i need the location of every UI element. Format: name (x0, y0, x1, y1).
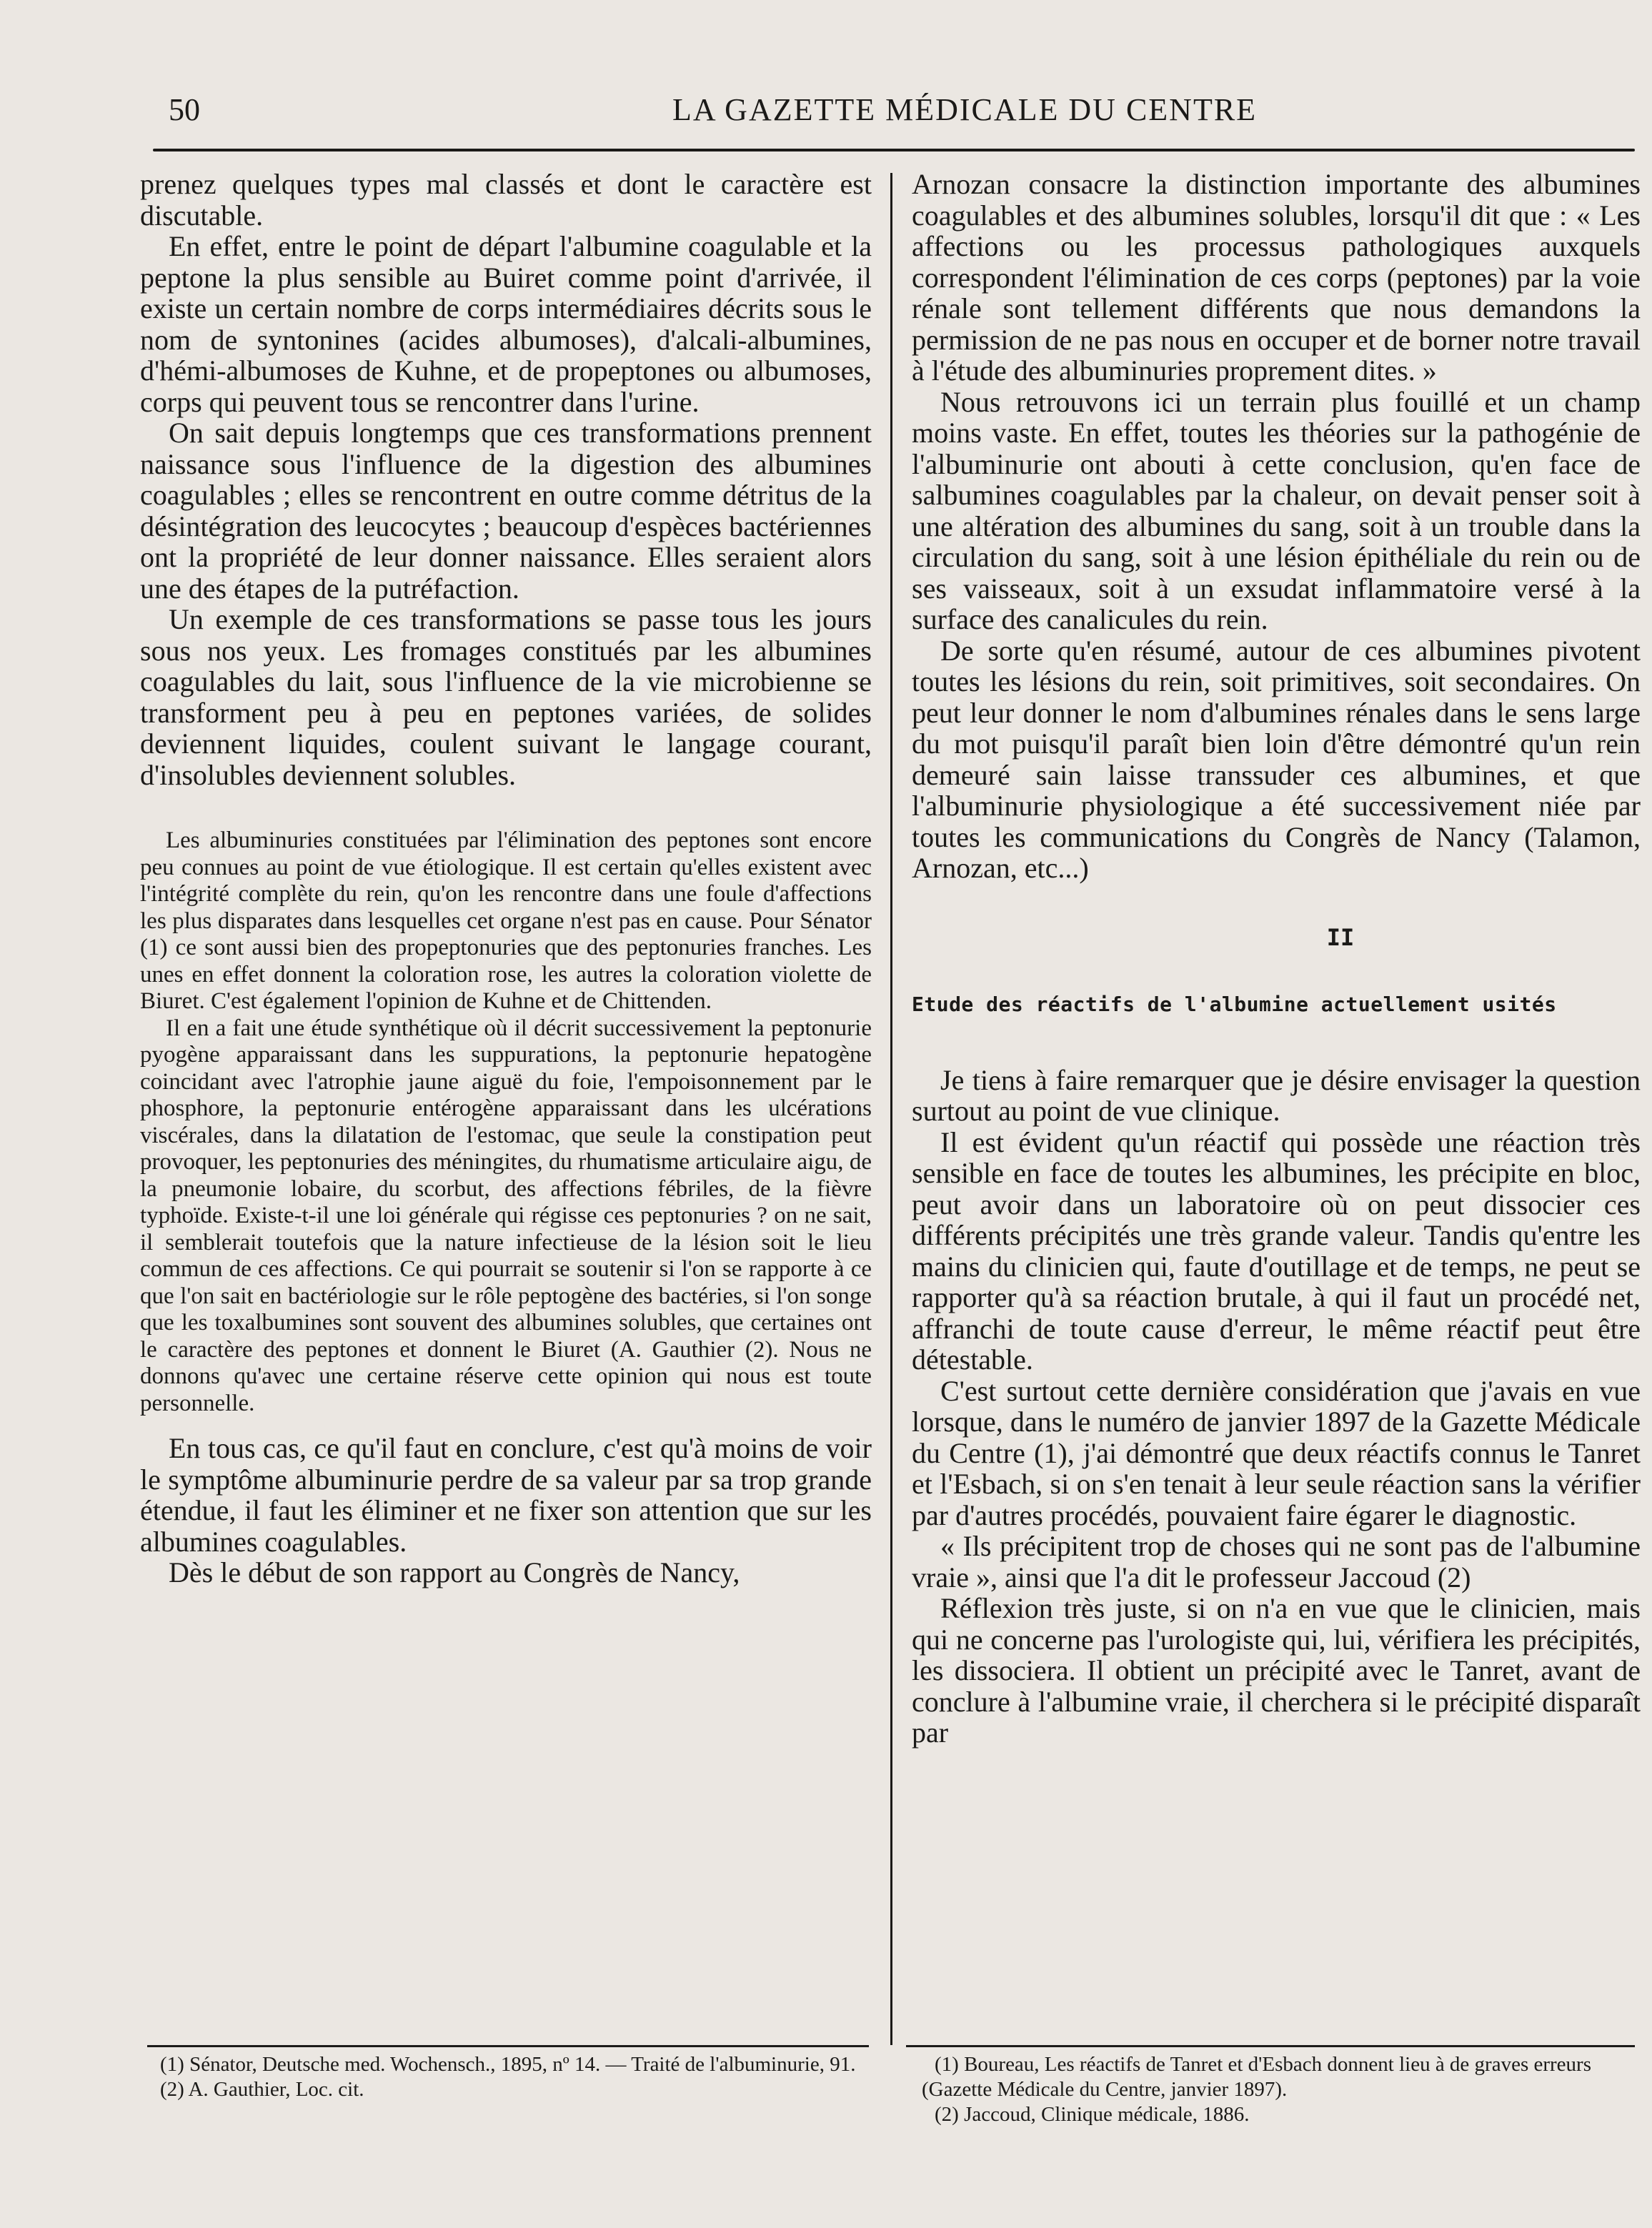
right-paragraph-8: Réflexion très juste, si on n'a en vue que le clinicien, mais qui ne concerne pas l'urologiste qui, lui, vérifiera les précipités, les dissociera. Il obtient un précipité avec le Tanret, avant de conclure à l'albumine vraie, il cherchera si le précipité disparaît par (912, 1592, 1641, 1749)
page-header (0, 84, 1652, 134)
left-paragraph-3: On sait depuis longtemps que ces transformations prennent naissance sous l'influence de la digestion des albumines coagulables ; elles se rencontrent en outre comme détritus de la désintégration des leucocytes ; beaucoup d'espèces bactériennes ont la propriété de leur donner naissance. Elles seraient alors une des étapes de la putréfaction. (140, 417, 872, 605)
right-paragraph-7: « Ils précipitent trop de choses qui ne sont pas de l'albumine vraie », ainsi que l'a dit le professeur Jaccoud (2) (912, 1530, 1641, 1593)
right-paragraph-1: Arnozan consacre la distinction importante des albumines coagulables et des albumines solubles, lorsqu'il dit que : « Les affections ou les processus pathologiques auxquels correspondent l'élimination de ces corps (peptones) par la voie rénale sont tellement différents que nous demandons la permission de ne pas nous en occuper et de borner notre travail à l'étude des albuminuries proprement dites. » (912, 168, 1641, 387)
column-divider (890, 173, 892, 2045)
footnotes-right (922, 2052, 1639, 2127)
right-paragraph-3: De sorte qu'en résumé, autour de ces albumines pivotent toutes les lésions du rein, soit primitives, soit secondaires. On peut leur donner le nom d'albumines rénales dans le sens large du mot puisqu'il paraît bien loin d'être démontré qu'un rein demeuré sain laisse transsuder ces albumines, et que l'albuminurie physiologique a été successivement niée par toutes les communications du Congrès de Nancy (Talamon, Arnozan, etc...) (912, 634, 1641, 884)
footnote-right-1: (1) Boureau, Les réactifs de Tanret et d'Esbach donnent lieu à de graves erreurs (Gazette Médicale du Centre, janvier 1897). (922, 2053, 1591, 2101)
header-rule (153, 149, 1635, 151)
right-paragraph-4: Je tiens à faire remarquer que je désire envisager la question surtout au point de vue clinique. (912, 1063, 1641, 1127)
footnote-right-2: (2) Jaccoud, Clinique médicale, 1886. (935, 2103, 1250, 2126)
left-paragraph-4: Un exemple de ces transformations se passe tous les jours sous nos yeux. Les fromages constitués par les albumines coagulables du lait, sous l'influence de la vie microbienne se transforment peu à peu en peptones variées, de solides deviennent liquides, coulent suivant le langage courant, d'insolubles deviennent solubles. (140, 603, 872, 791)
section-number: II (1326, 923, 1355, 951)
left-column (140, 169, 872, 1588)
footnotes-left (147, 2052, 869, 2102)
section-title: Etude des réactifs de l'albumine actuellement usités (912, 992, 1557, 1016)
left-paragraph-2: En effet, entre le point de départ l'albumine coagulable et la peptone la plus sensible au Buiret comme point d'arrivée, il existe un certain nombre de corps intermédiaires décrits sous le nom de syntonines (acides albumoses), d'alcali-albumines, d'hémi-albumoses de Kuhne, et de propeptones ou albumoses, corps qui peuvent tous se rencontrer dans l'urine. (140, 230, 872, 418)
right-paragraph-6: C'est surtout cette dernière considération que j'avais en vue lorsque, dans le numéro de janvier 1897 de la Gazette Médicale du Centre (1), j'ai démontré que deux réactifs connus le Tanret et l'Esbach, si on s'en tenait à leur seule réaction sans la vérifier par d'autres procédés, pouvaient faire égarer le diagnostic. (912, 1374, 1641, 1531)
page-number: 50 (169, 92, 200, 127)
footnote-rule-left (147, 2045, 869, 2047)
left-paragraph-1: prenez quelques types mal classés et dont le caractère est discutable. (140, 168, 872, 232)
left-paragraph-8: Dès le début de son rapport au Congrès de Nancy, (169, 1556, 740, 1588)
left-paragraph-5: Les albuminuries constituées par l'élimination des peptones sont encore peu connues au point de vue étiologique. Il est certain qu'elles existent avec l'intégrité complète du rein, qu'on les rencontre dans une foule d'affections les plus disparates dans lesquelles cet organe n'est pas en cause. Pour Sénator (1) ce sont aussi bien des propeptonuries que des peptonuries franches. Les unes en effet donnent la coloration rose, les autres la coloration violette de Biuret. C'est également l'opinion de Kuhne et de Chittenden. (140, 827, 872, 1014)
right-paragraph-2: Nous retrouvons ici un terrain plus fouillé et un champ moins vaste. En effet, toutes les théories sur la pathogénie de l'albuminurie ont abouti à cette conclusion, qu'en face de salbumines coagulables par la chaleur, on devait penser soit à une altération des albumines du sang, soit à un trouble dans la circulation du sang, soit à une lésion épithéliale du rein ou de ses vaisseaux, soit à un exsudat inflammatoire versé à la surface des canalicules du rein. (912, 385, 1641, 635)
footnote-rule-right (906, 2045, 1635, 2047)
footnote-left-1: (1) Sénator, Deutsche med. Wochensch., 1895, nº 14. — Traité de l'albuminurie, 91. (160, 2053, 856, 2076)
left-paragraph-6: Il en a fait une étude synthétique où il décrit successivement la peptonurie pyogène apparaissant dans les suppurations, la peptonurie hepatogène coincidant avec l'atrophie jaune aiguë du foie, l'empoisonnement par le phosphore, la peptonurie entérogène apparaissant dans les ulcérations viscérales, dans la dilatation de l'estomac, que seule la constipation peut provoquer, les peptonuries des méningites, du rhumatisme articulaire aigu, de la pneumonie lobaire, du scorbut, des affections fébriles, de la fièvre typhoïde. Existe-t-il une loi générale qui régisse ces peptonuries ? on ne sait, il semblerait toutefois que la nature infectieuse de la lésion soit le lieu commun de ces affections. Ce qui pourrait se soutenir si l'on se rapporte à ce que l'on sait en bactériologie sur le rôle peptogène des bactéries, si l'on songe que les toxalbumines sont souvent des albumines solubles, que certaines ont le caractère des peptones et donnent le Biuret (A. Gauthier (2). Nous ne donnons qu'avec une certaine réserve cette opinion qui nous est toute personnelle. (140, 1015, 872, 1416)
right-paragraph-5: Il est évident qu'un réactif qui possède une réaction très sensible en face de toutes les albumines, les précipite en bloc, peut avoir dans un laboratoire où on peut dissocier ces différents précipités une très grande valeur. Tandis qu'entre les mains du clinicien qui, faute d'outillage et de temps, ne peut se rapporter qu'à sa réaction brutale, à qui il faut un procédé net, affranchi de toute cause d'erreur, le même réactif peut être détestable. (912, 1125, 1641, 1376)
footnote-left-2: (2) A. Gauthier, Loc. cit. (160, 2078, 364, 2101)
journal-title: LA GAZETTE MÉDICALE DU CENTRE (672, 92, 1258, 127)
left-paragraph-7: En tous cas, ce qu'il faut en conclure, c'est qu'à moins de voir le symptôme albuminurie perdre de sa valeur par sa trop grande étendue, il faut les éliminer et ne fixer son attention que sur les albumines coagulables. (140, 1432, 872, 1558)
right-column (912, 169, 1641, 1749)
